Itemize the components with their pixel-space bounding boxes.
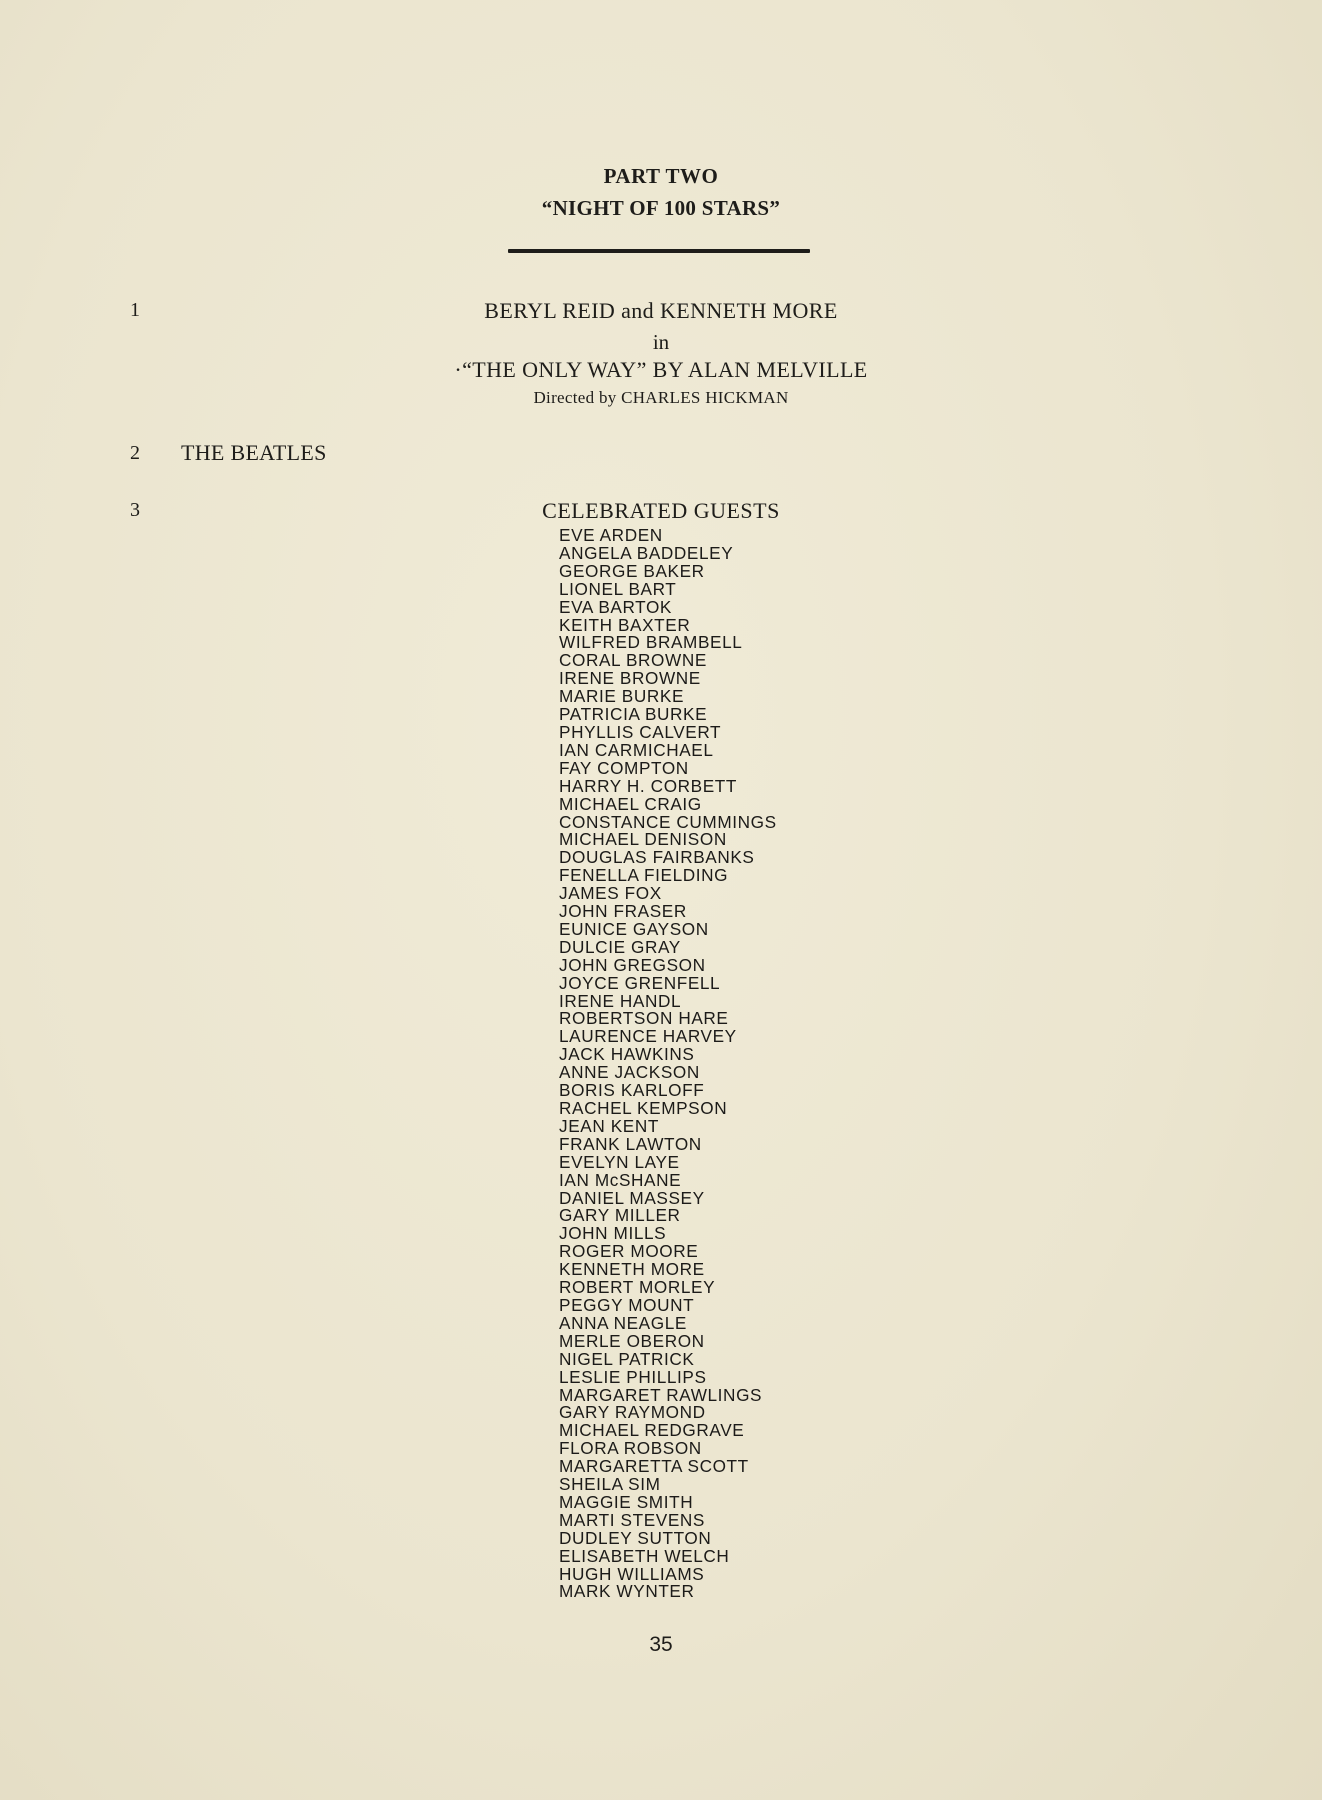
guest-list-item: ANGELA BADDELEY	[559, 542, 734, 563]
item-number-2: 2	[130, 442, 140, 464]
guest-list-item: EVA BARTOK	[559, 596, 672, 617]
guest-list-item: JOHN MILLS	[559, 1223, 667, 1244]
guest-list-item: FAY COMPTON	[559, 757, 689, 778]
guest-list-item: PATRICIA BURKE	[559, 704, 708, 725]
guest-list-item: EVELYN LAYE	[559, 1151, 680, 1172]
guest-list-item: ELISABETH WELCH	[559, 1545, 730, 1566]
guest-list-item: FENELLA FIELDING	[559, 865, 729, 886]
guest-list-item: LESLIE PHILLIPS	[559, 1366, 707, 1387]
guest-list-item: ANNA NEAGLE	[559, 1312, 687, 1333]
guest-list-item: EUNICE GAYSON	[559, 918, 709, 939]
item-number-1: 1	[130, 299, 140, 321]
guest-list-item: MICHAEL DENISON	[559, 829, 727, 850]
guest-list-item: ROGER MOORE	[559, 1241, 699, 1262]
part-title: PART TWO	[603, 164, 719, 188]
guest-list-item: MARGARET RAWLINGS	[559, 1384, 763, 1405]
guest-list-item: CONSTANCE CUMMINGS	[559, 811, 777, 832]
guest-list-item: LIONEL BART	[559, 578, 677, 599]
guest-list-item: LAURENCE HARVEY	[559, 1026, 737, 1047]
guest-list-item: MICHAEL CRAIG	[559, 793, 702, 814]
guest-list-item: GARY RAYMOND	[559, 1402, 706, 1423]
guest-list-item: BORIS KARLOFF	[559, 1080, 705, 1101]
guest-list-item: MARK WYNTER	[559, 1581, 695, 1602]
guest-list-item: CORAL BROWNE	[559, 650, 707, 671]
guest-list-item: JAMES FOX	[559, 883, 662, 904]
guest-list	[559, 527, 777, 1601]
guest-list-item: IAN CARMICHAEL	[559, 739, 714, 760]
guest-list-item: MARGARETTA SCOTT	[559, 1456, 749, 1477]
item-2-performer: THE BEATLES	[181, 440, 327, 465]
item-1-in: in	[652, 330, 670, 354]
guest-list-item: DOUGLAS FAIRBANKS	[559, 847, 755, 868]
item-1-director: Directed by CHARLES HICKMAN	[533, 388, 789, 407]
guest-list-item: GARY MILLER	[559, 1205, 681, 1226]
guest-list-item: ANNE JACKSON	[559, 1062, 700, 1083]
guest-list-item: DULCIE GRAY	[559, 936, 681, 957]
guest-list-item: DUDLEY SUTTON	[559, 1527, 712, 1548]
guest-list-item: HARRY H. CORBETT	[559, 775, 737, 796]
guest-list-item: GEORGE BAKER	[559, 560, 705, 581]
page-number: 35	[649, 1633, 673, 1656]
guest-list-item: IAN McSHANE	[559, 1169, 682, 1190]
guest-list-item: JEAN KENT	[559, 1115, 659, 1136]
guest-list-item: FLORA ROBSON	[559, 1438, 702, 1459]
guest-list-item: KEITH BAXTER	[559, 614, 691, 635]
guest-list-item: JOHN GREGSON	[559, 954, 706, 975]
item-1-sketch-title: ·“THE ONLY WAY” BY ALAN MELVILLE	[454, 357, 868, 382]
guest-list-item: NIGEL PATRICK	[559, 1348, 695, 1369]
guest-list-item: PHYLLIS CALVERT	[559, 721, 722, 742]
guest-list-item: FRANK LAWTON	[559, 1133, 702, 1154]
guest-list-item: MAGGIE SMITH	[559, 1491, 694, 1512]
guest-list-item: IRENE HANDL	[559, 990, 682, 1011]
guest-list-item: RACHEL KEMPSON	[559, 1098, 728, 1118]
title-rule-divider	[508, 249, 810, 253]
guest-list-item: MARTI STEVENS	[559, 1509, 705, 1530]
part-subtitle: “NIGHT OF 100 STARS”	[541, 196, 781, 220]
guest-list-item: WILFRED BRAMBELL	[559, 632, 743, 653]
guest-list-item: DANIEL MASSEY	[559, 1187, 705, 1208]
guest-list-item: IRENE BROWNE	[559, 668, 701, 689]
guest-list-item: SHEILA SIM	[559, 1474, 661, 1495]
guest-list-item: MERLE OBERON	[559, 1330, 705, 1351]
item-3-heading: CELEBRATED GUESTS	[542, 498, 780, 523]
guest-list-item: PEGGY MOUNT	[559, 1294, 695, 1315]
item-number-3: 3	[130, 499, 140, 521]
guest-list-item: JOYCE GRENFELL	[559, 972, 721, 993]
guest-list-item: ROBERTSON HARE	[559, 1008, 729, 1029]
guest-list-item: HUGH WILLIAMS	[559, 1563, 705, 1584]
guest-list-item: JACK HAWKINS	[559, 1044, 695, 1065]
guest-list-item: JOHN FRASER	[559, 901, 687, 922]
guest-list-item: ROBERT MORLEY	[559, 1277, 716, 1298]
guest-list-item: KENNETH MORE	[559, 1259, 705, 1280]
item-1-performers: BERYL REID and KENNETH MORE	[484, 298, 838, 323]
guest-list-item: MARIE BURKE	[559, 686, 685, 707]
guest-list-item: EVE ARDEN	[559, 525, 663, 545]
guest-list-item: MICHAEL REDGRAVE	[559, 1420, 745, 1441]
